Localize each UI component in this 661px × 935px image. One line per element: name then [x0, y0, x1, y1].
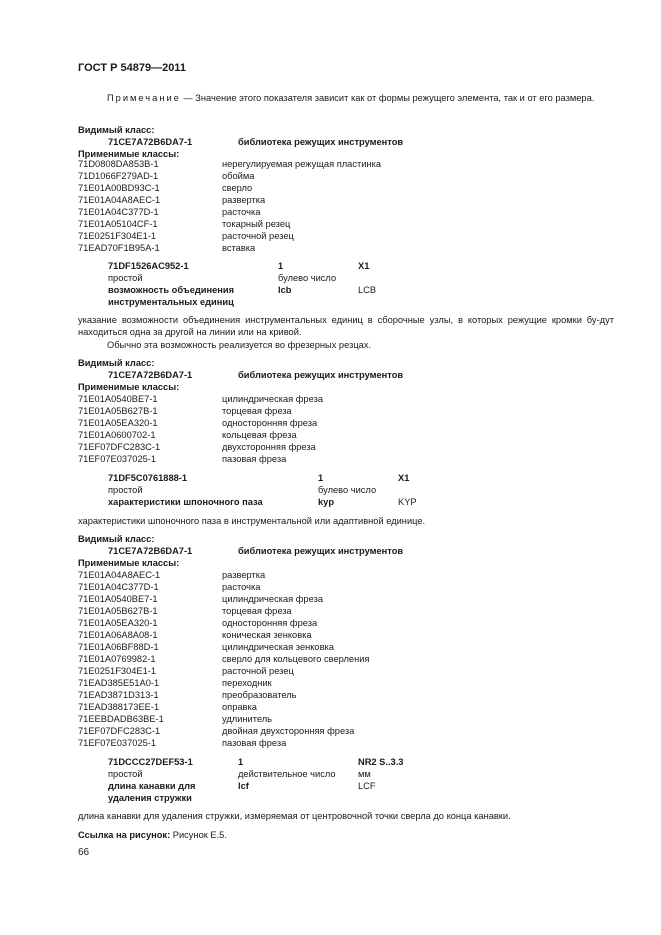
property-format: X1 [358, 261, 370, 271]
class-name: преобразователь [222, 690, 297, 700]
property-type: простой [108, 485, 143, 495]
property-name: длина канавки для [108, 781, 196, 791]
class-id: 71E01A0600702-1 [78, 430, 156, 440]
class-name: нерегулируемая режущая пластинка [222, 159, 382, 169]
document-header: ГОСТ Р 54879—2011 [78, 62, 186, 74]
property-unit: мм [358, 769, 371, 779]
class-id: 71E01A05104CF-1 [78, 219, 158, 229]
class-id: 71EAD388173EE-1 [78, 702, 160, 712]
applicable-classes-label: Применимые классы: [78, 558, 180, 568]
class-id: 71E01A06A8A08-1 [78, 630, 158, 640]
class-name: цилиндрическая зенковка [222, 642, 334, 652]
class-name: вставка [222, 243, 256, 253]
class-name: коническая зенковка [222, 630, 312, 640]
class-id: 71E01A04C377D-1 [78, 207, 159, 217]
property-type: простой [108, 769, 143, 779]
class-id: 71E01A05EA320-1 [78, 418, 158, 428]
visible-class-label: Видимый класс: [78, 534, 155, 544]
class-name: цилиндрическая фреза [222, 394, 323, 404]
note-text: — Значение этого показателя зависит как от формы режущего элемента, так и от его размера. [180, 93, 595, 103]
property-remark: Обычно эта возможность реализуется во фрезерных резцах. [107, 340, 372, 350]
class-id: 71E01A06BF88D-1 [78, 642, 159, 652]
class-name: расточка [222, 207, 261, 217]
class-name: пазовая фреза [222, 738, 287, 748]
property-definition: характеристики шпоночного паза в инструментальной или адаптивной единице. [78, 516, 426, 526]
property-code: LCB [358, 285, 377, 295]
class-id: 71E0251F304E1-1 [78, 231, 157, 241]
class-id: 71E01A05B627B-1 [78, 406, 158, 416]
figure-reference-value: Рисунок Е.5. [170, 830, 227, 840]
property-name-continued: удаления стружки [108, 793, 192, 803]
visible-class-name: библиотека режущих инструментов [238, 546, 404, 556]
class-name: двойная двухсторонняя фреза [222, 726, 355, 736]
class-id: 71E01A0769982-1 [78, 654, 156, 664]
class-name: торцевая фреза [222, 406, 292, 416]
class-name: расточной резец [222, 666, 294, 676]
property-name-continued: инструментальных единиц [108, 297, 234, 307]
class-name: цилиндрическая фреза [222, 594, 323, 604]
class-id: 71E01A0540BE7-1 [78, 394, 158, 404]
property-name: характеристики шпоночного паза [108, 497, 263, 507]
class-name: обойма [222, 171, 255, 181]
class-id: 71E01A04A8AEC-1 [78, 195, 161, 205]
property-definition: длина канавки для удаления стружки, измеряемая от центровочной точки сверла до конца канавки. [78, 811, 511, 821]
visible-class-id: 71CE7A72B6DA7-1 [108, 546, 193, 556]
figure-reference-label: Ссылка на рисунок: [78, 830, 171, 840]
class-id: 71EAD385E51A0-1 [78, 678, 160, 688]
class-name: оправка [222, 702, 257, 712]
applicable-classes-label: Применимые классы: [78, 382, 180, 392]
class-id: 71EEBDADB63BE-1 [78, 714, 164, 724]
property-multiplicity: 1 [318, 473, 324, 483]
class-id: 71EF07DFC283C-1 [78, 726, 161, 736]
property-datatype: булево число [278, 273, 337, 283]
property-multiplicity: 1 [278, 261, 284, 271]
class-name: торцевая фреза [222, 606, 292, 616]
property-code: KYP [398, 497, 417, 507]
figure-reference [78, 829, 227, 841]
class-name: удлинитель [222, 714, 272, 724]
class-id: 71E0251F304E1-1 [78, 666, 157, 676]
visible-class-label: Видимый класс: [78, 358, 155, 368]
class-id: 71D1066F279AD-1 [78, 171, 159, 181]
class-name: расточной резец [222, 231, 294, 241]
visible-class-name: библиотека режущих инструментов [238, 137, 404, 147]
property-code: LCF [358, 781, 376, 791]
class-name: развертка [222, 195, 266, 205]
class-id: 71E01A05EA320-1 [78, 618, 158, 628]
class-name: развертка [222, 570, 266, 580]
property-type: простой [108, 273, 143, 283]
class-id: 71EF07E037025-1 [78, 454, 157, 464]
class-name: двухсторонняя фреза [222, 442, 316, 452]
class-name: токарный резец [222, 219, 291, 229]
property-id: 71DF5C0761888-1 [108, 473, 188, 483]
visible-class-id: 71CE7A72B6DA7-1 [108, 137, 193, 147]
property-multiplicity: 1 [238, 757, 244, 767]
class-name: односторонняя фреза [222, 418, 318, 428]
class-id: 71E01A00BD93C-1 [78, 183, 160, 193]
property-name: возможность объединения [108, 285, 235, 295]
class-name: кольцевая фреза [222, 430, 297, 440]
property-format: X1 [398, 473, 410, 483]
class-id: 71E01A05B627B-1 [78, 606, 158, 616]
property-symbol: lcf [238, 781, 249, 791]
property-symbol: kyp [318, 497, 335, 507]
class-id: 71E01A04C377D-1 [78, 582, 159, 592]
class-id: 71E01A04A8AEC-1 [78, 570, 161, 580]
property-id: 71DF1526AC952-1 [108, 261, 189, 271]
visible-class-name: библиотека режущих инструментов [238, 370, 404, 380]
class-id: 71EF07E037025-1 [78, 738, 157, 748]
class-name: расточка [222, 582, 261, 592]
page-number: 66 [78, 847, 90, 858]
class-name: односторонняя фреза [222, 618, 318, 628]
class-id: 71EAD3871D313-1 [78, 690, 159, 700]
property-format: NR2 S..3.3 [358, 757, 404, 767]
property-datatype: действительное число [238, 769, 336, 779]
class-id: 71E01A0540BE7-1 [78, 594, 158, 604]
applicable-classes-label: Применимые классы: [78, 149, 180, 159]
property-symbol: lcb [278, 285, 292, 295]
class-id: 71EAD70F1B95A-1 [78, 243, 160, 253]
property-datatype: булево число [318, 485, 377, 495]
note-label: Примечание [107, 93, 181, 103]
note-paragraph [78, 92, 614, 104]
class-name: переходник [222, 678, 272, 688]
visible-class-label: Видимый класс: [78, 125, 155, 135]
property-id: 71DCCC27DEF53-1 [108, 757, 193, 767]
visible-class-id: 71CE7A72B6DA7-1 [108, 370, 193, 380]
class-name: пазовая фреза [222, 454, 287, 464]
property-definition: указание возможности объединения инструментальных единиц в сборочные узлы, в которых режущие кромки бу-дут находиться одна за другой на линии или на кривой. [78, 315, 614, 338]
class-name: сверло для кольцевого сверления [222, 654, 370, 664]
class-id: 71EF07DFC283C-1 [78, 442, 161, 452]
class-name: сверло [222, 183, 253, 193]
class-id: 71D0808DA853B-1 [78, 159, 159, 169]
